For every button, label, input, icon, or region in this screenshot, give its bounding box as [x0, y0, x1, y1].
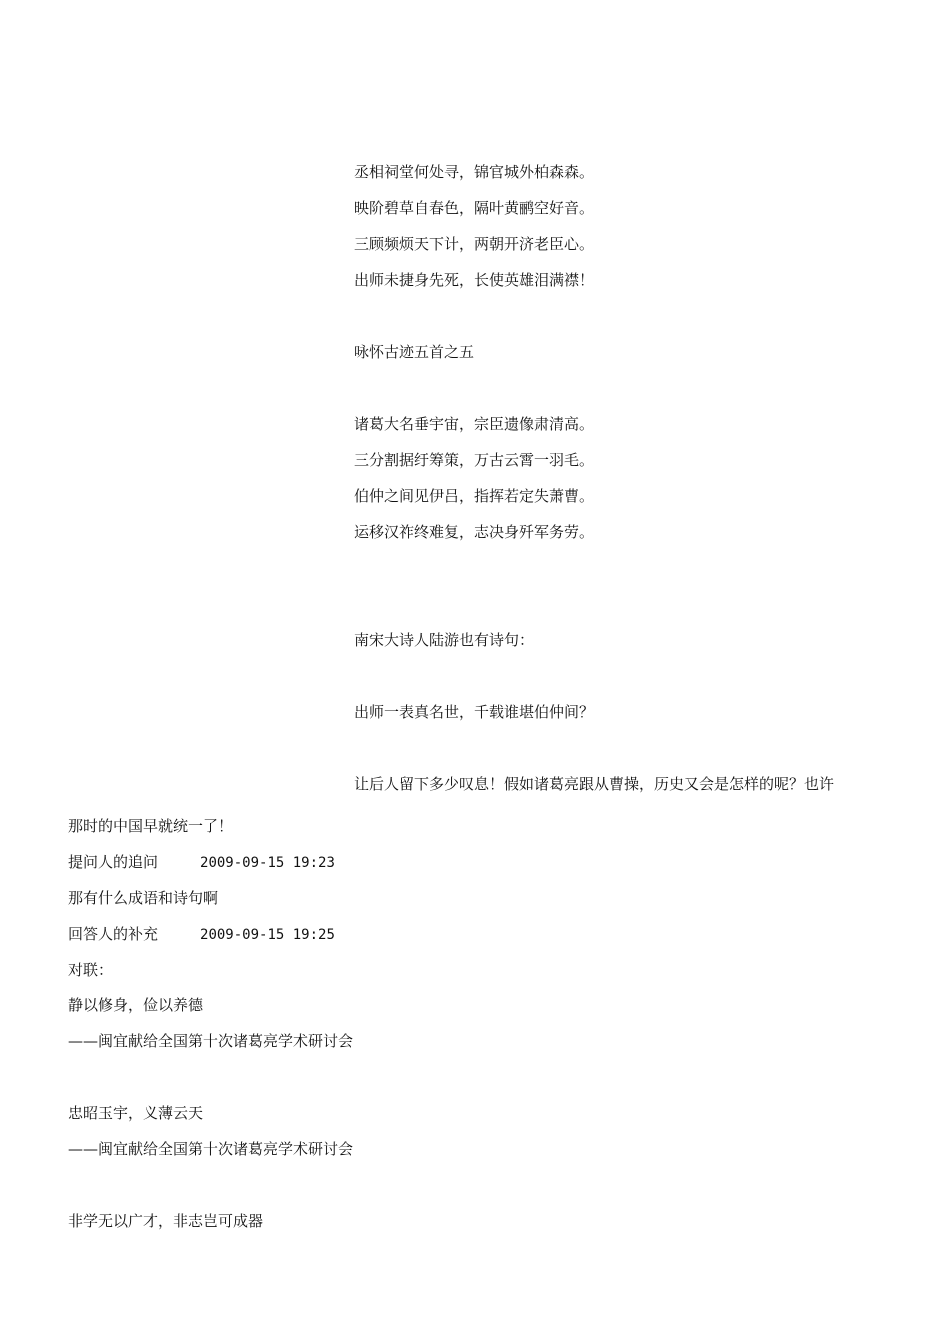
- luyou-quote: 出师一表真名世，千载谁堪伯仲间？: [354, 703, 595, 721]
- followup-timestamp: 2009-09-15 19:23: [200, 855, 335, 871]
- comment-line-1: 让后人留下多少叹息！假如诸葛亮跟从曹操，历史又会是怎样的呢？也许: [354, 775, 835, 793]
- luyou-intro: 南宋大诗人陆游也有诗句：: [354, 631, 535, 649]
- couplet-3-text: 非学无以广才，非志岂可成器: [68, 1212, 264, 1230]
- poem2-line-4: 运移汉祚终难复，志决身歼军务劳。: [354, 523, 595, 541]
- poem2-line-2: 三分割据纡筹策，万古云霄一羽毛。: [354, 451, 595, 469]
- poem1-line-2: 映阶碧草自春色，隔叶黄鹂空好音。: [354, 199, 595, 217]
- poem1-line-4: 出师未捷身先死，长使英雄泪满襟！: [354, 271, 595, 289]
- supplement-heading: 对联：: [68, 961, 114, 979]
- couplet-1-source: ——闽宜献给全国第十次诸葛亮学术研讨会: [68, 1032, 354, 1050]
- supplement-timestamp: 2009-09-15 19:25: [200, 927, 335, 943]
- poem2-line-1: 诸葛大名垂宇宙，宗臣遗像肃清高。: [354, 415, 595, 433]
- poem1-line-1: 丞相祠堂何处寻，锦官城外柏森森。: [354, 163, 595, 181]
- couplet-2-text: 忠昭玉宇，义薄云天: [68, 1104, 204, 1122]
- supplement-meta: [68, 923, 335, 946]
- couplet-1-text: 静以修身，俭以养德: [68, 996, 204, 1014]
- supplement-label: 回答人的补充: [68, 925, 159, 943]
- couplet-2-source: ——闽宜献给全国第十次诸葛亮学术研讨会: [68, 1140, 354, 1158]
- poem1-line-3: 三顾频烦天下计，两朝开济老臣心。: [354, 235, 595, 253]
- poem2-line-3: 伯仲之间见伊吕，指挥若定失萧曹。: [354, 487, 595, 505]
- followup-label: 提问人的追问: [68, 853, 159, 871]
- followup-meta: [68, 851, 335, 874]
- comment-line-2: 那时的中国早就统一了！: [68, 817, 234, 835]
- poem2-title: 咏怀古迹五首之五: [354, 343, 475, 361]
- followup-text: 那有什么成语和诗句啊: [68, 889, 219, 907]
